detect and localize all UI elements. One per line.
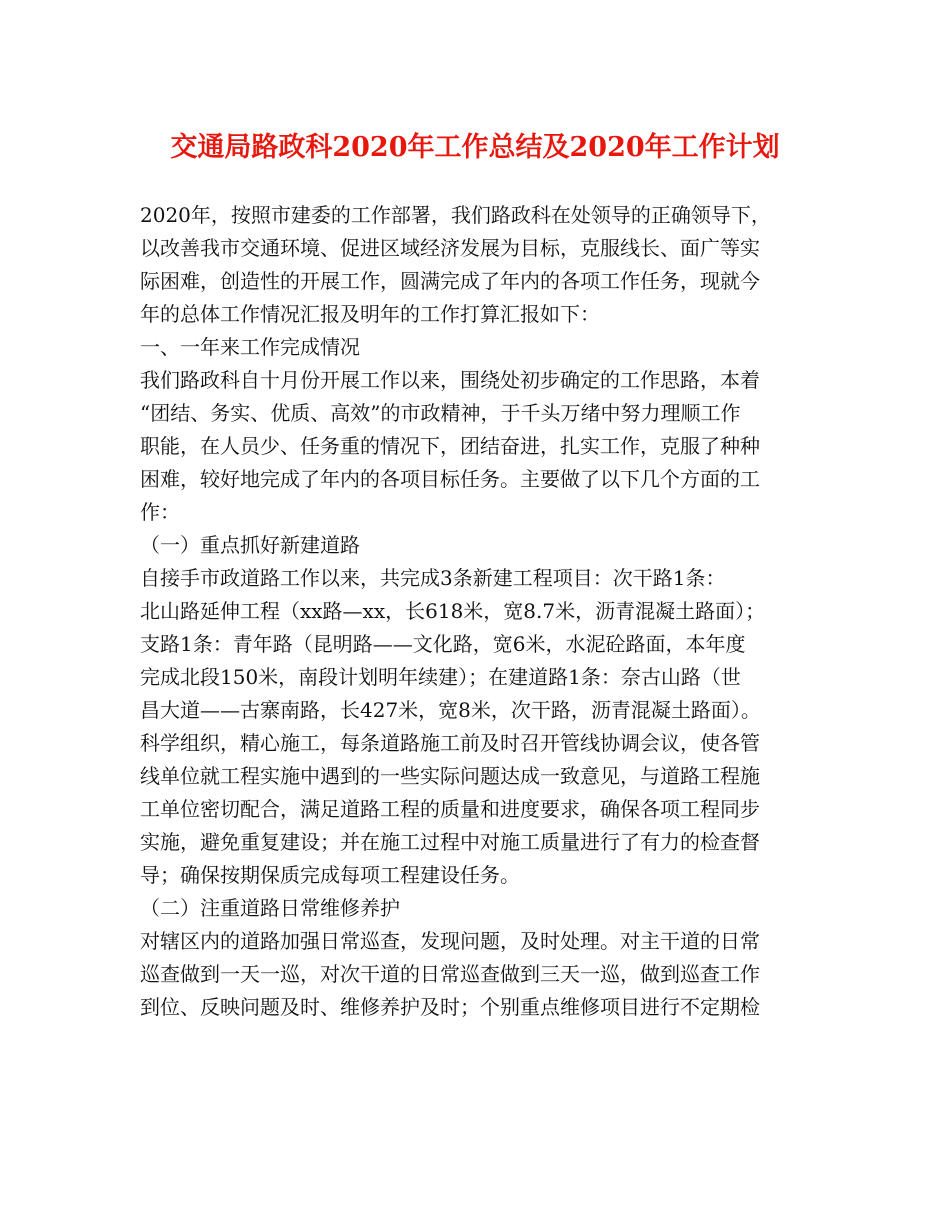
text-line: 职能，在人员少、任务重的情况下，团结奋进，扎实工作，克服了种种	[140, 434, 760, 458]
text-line: （一）重点抓好新建道路	[140, 533, 360, 557]
text-line: 2020年，按照市建委的工作部署，我们路政科在处领导的正确领导下，	[140, 203, 771, 227]
text-line: 巡查做到一天一巡，对次干道的日常巡查做到三天一巡，做到巡查工作	[140, 962, 760, 986]
text-line: 对辖区内的道路加强日常巡查，发现问题，及时处理。对主干道的日常	[140, 929, 760, 953]
text-line: 我们路政科自十月份开展工作以来，围绕处初步确定的工作思路，本着	[140, 368, 760, 392]
text-line: 际困难，创造性的开展工作，圆满完成了年内的各项工作任务，现就今	[140, 269, 760, 293]
document-title: 交通局路政科2020年工作总结及2020年工作计划	[170, 132, 780, 163]
text-line: 线单位就工程实施中遇到的一些实际问题达成一致意见，与道路工程施	[140, 764, 760, 788]
text-line: 实施，避免重复建设；并在施工过程中对施工质量进行了有力的检查督	[140, 830, 760, 854]
text-line: 导；确保按期保质完成每项工程建设任务。	[140, 863, 520, 887]
text-line: 自接手市政道路工作以来，共完成3条新建工程项目：次干路1条：	[140, 566, 726, 590]
document-body	[140, 199, 820, 1024]
text-line: 北山路延伸工程（xx路—xx，长618米，宽8.7米，沥青混凝土路面）；	[140, 599, 766, 623]
text-line: 支路1条：青年路（昆明路——文化路，宽6米，水泥砼路面，本年度	[140, 632, 746, 656]
text-line: 以改善我市交通环境、促进区域经济发展为目标，克服线长、面广等实	[140, 236, 760, 260]
text-line: 困难，较好地完成了年内的各项目标任务。主要做了以下几个方面的工	[140, 467, 760, 491]
text-line: “团结、务实、优质、高效”的市政精神，于千头万绪中努力理顺工作	[140, 401, 741, 425]
text-line: 科学组织，精心施工，每条道路施工前及时召开管线协调会议，使各管	[140, 731, 760, 755]
text-line: 工单位密切配合，满足道路工程的质量和进度要求，确保各项工程同步	[140, 797, 760, 821]
text-line: 到位、反映问题及时、维修养护及时；个别重点维修项目进行不定期检	[140, 995, 760, 1019]
text-line: （二）注重道路日常维修养护	[140, 896, 400, 920]
text-line: 完成北段150米，南段计划明年续建）；在建道路1条：奈古山路（世	[140, 665, 741, 689]
text-line: 作：	[140, 500, 180, 524]
text-line: 年的总体工作情况汇报及明年的工作打算汇报如下：	[140, 302, 600, 326]
text-line: 昌大道——古寨南路，长427米，宽8米，次干路，沥青混凝土路面）。	[140, 698, 761, 722]
text-line: 一、一年来工作完成情况	[140, 335, 360, 359]
